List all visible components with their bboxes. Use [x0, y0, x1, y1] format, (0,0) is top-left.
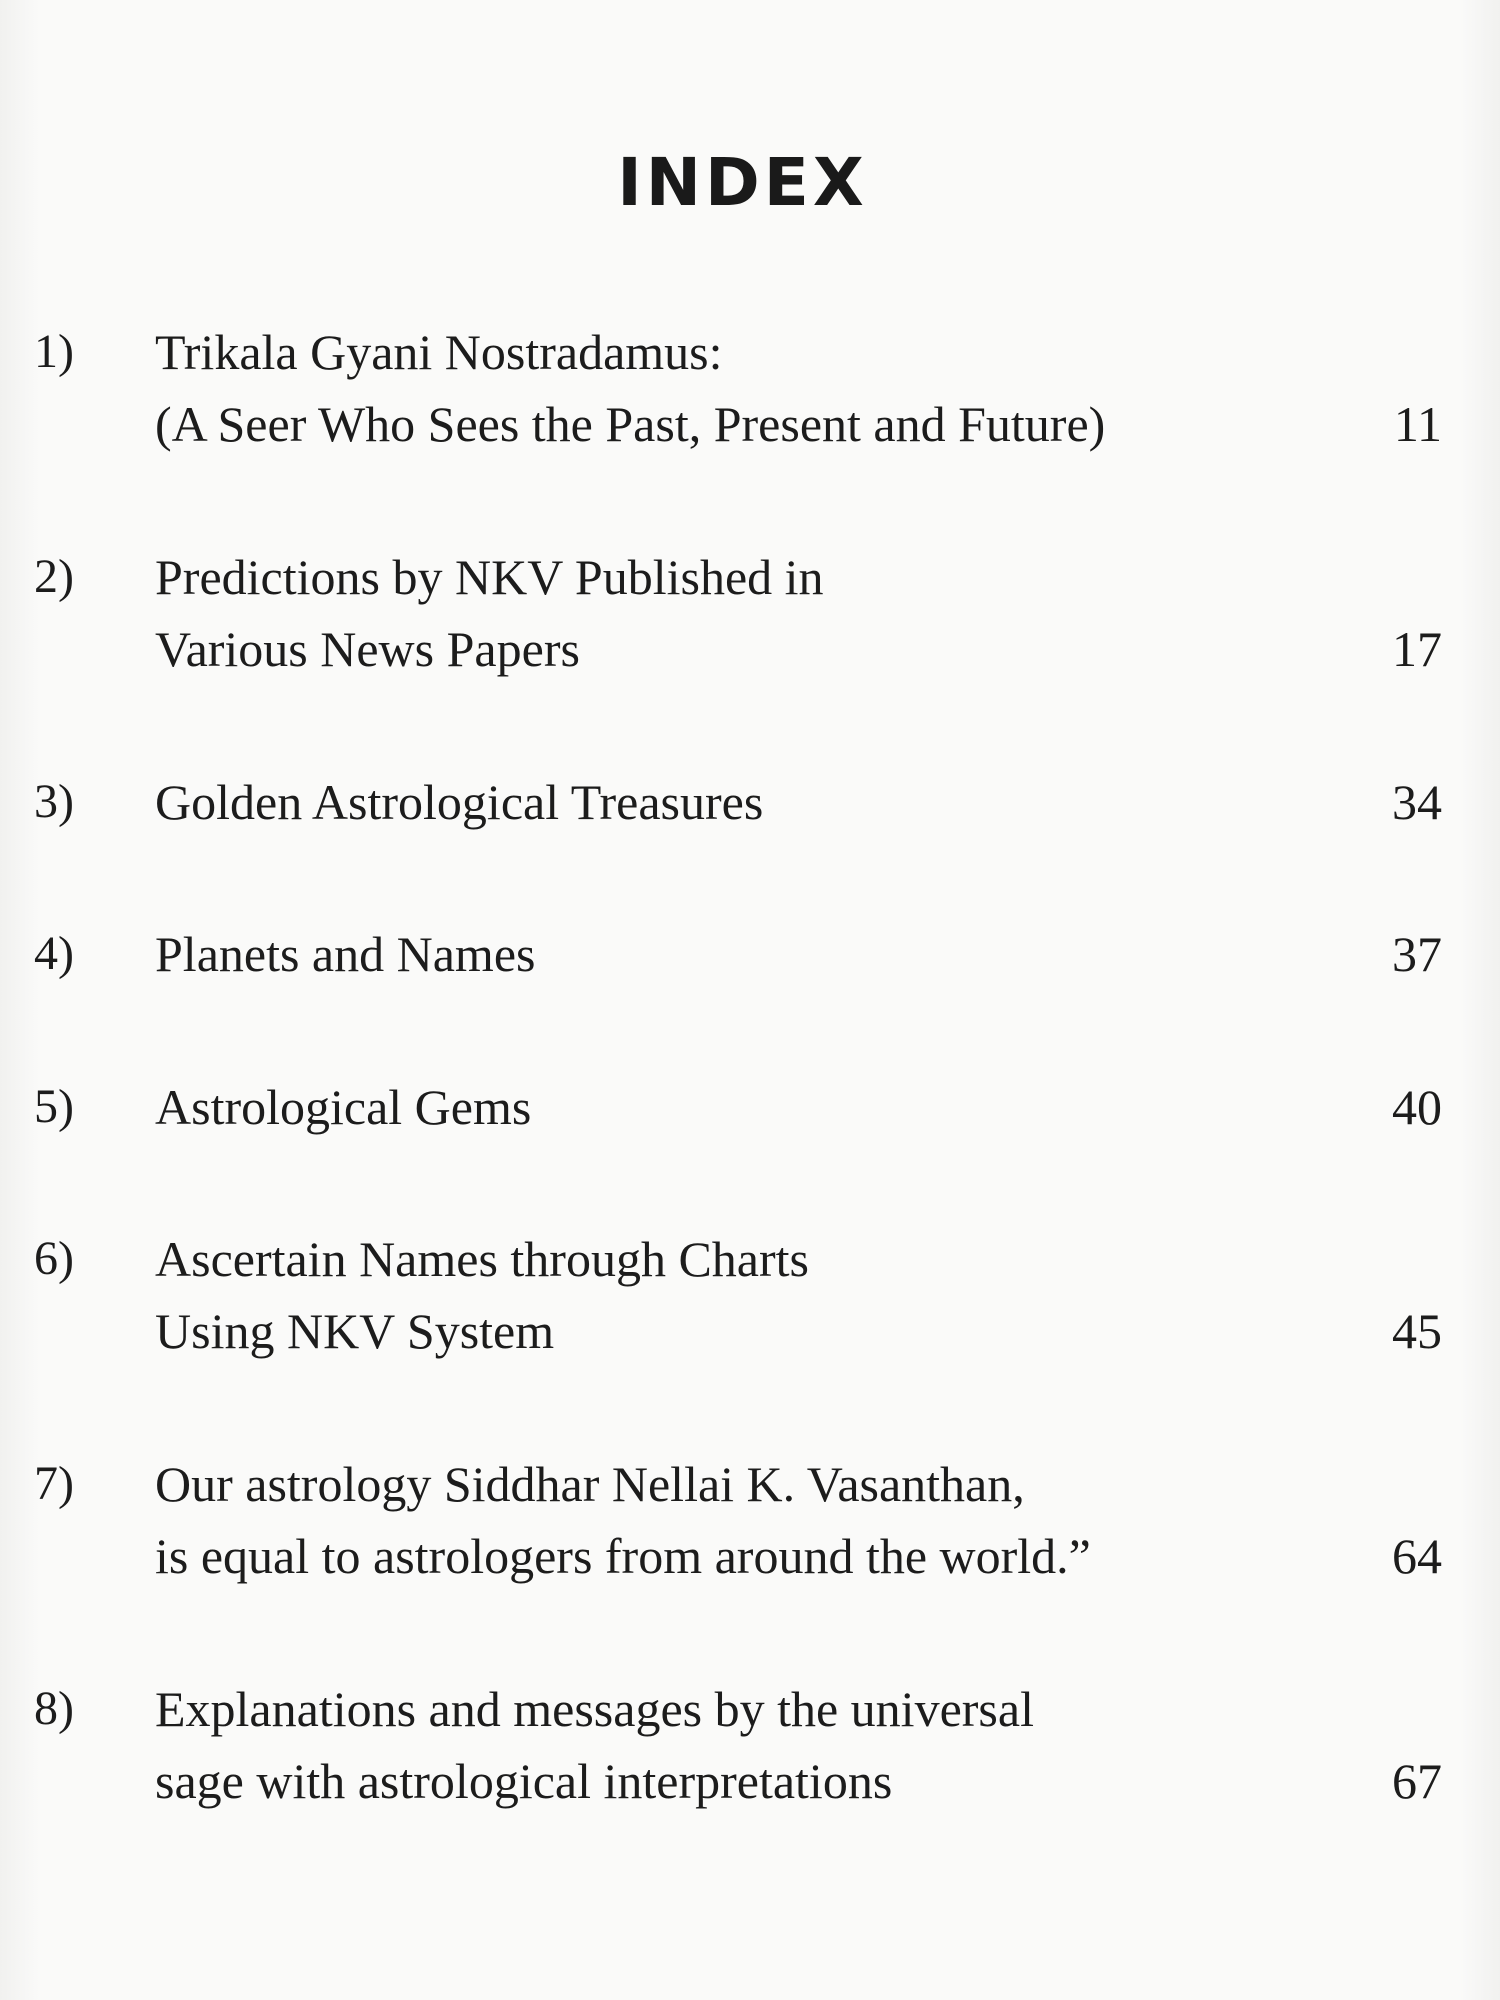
- entry-page-number: 34: [1392, 774, 1442, 830]
- entry-page-number: 37: [1392, 926, 1442, 982]
- entry-title-line-1: Predictions by NKV Published in: [155, 549, 824, 605]
- entry-page-number: 67: [1392, 1753, 1442, 1809]
- entry-title-line-2: Various News Papers: [155, 621, 580, 677]
- entry-title-line-2: Using NKV System: [155, 1303, 555, 1359]
- toc-entry-2: [0, 541, 1500, 691]
- entry-title-line-1: Explanations and messages by the universal: [155, 1681, 1034, 1737]
- toc-entry-3: [0, 766, 1500, 838]
- entry-page-number: 40: [1392, 1079, 1442, 1135]
- entry-title-line-1: Our astrology Siddhar Nellai K. Vasanthan,: [155, 1456, 1025, 1512]
- entry-number: 7): [34, 1457, 74, 1510]
- entry-page-number: 17: [1392, 621, 1442, 677]
- entry-number: 5): [34, 1080, 74, 1133]
- entry-title-line-1: Planets and Names: [155, 926, 536, 982]
- entry-title-line-2: sage with astrological interpretations: [155, 1753, 893, 1809]
- entry-page-number: 11: [1393, 396, 1442, 452]
- entry-page-number: 45: [1392, 1303, 1442, 1359]
- entry-number: 1): [34, 325, 74, 378]
- entry-title-line-1: Trikala Gyani Nostradamus:: [155, 324, 723, 380]
- entry-number: 8): [34, 1682, 74, 1735]
- entry-title-line-1: Golden Astrological Treasures: [155, 774, 764, 830]
- toc-entry-7: [0, 1448, 1500, 1598]
- toc-entry-1: [0, 316, 1500, 466]
- entry-title-line-1: Ascertain Names through Charts: [155, 1231, 810, 1287]
- entry-number: 2): [34, 550, 74, 603]
- entry-title-line-2: (A Seer Who Sees the Past, Present and Future): [155, 396, 1106, 452]
- entry-number: 4): [34, 927, 74, 980]
- toc-entry-8: [0, 1673, 1500, 1823]
- page-title: INDEX: [617, 144, 868, 221]
- entry-title-line-1: Astrological Gems: [155, 1079, 532, 1135]
- entry-title-line-2: is equal to astrologers from around the world.”: [155, 1528, 1091, 1584]
- toc-entry-4: [0, 918, 1500, 990]
- toc-entry-5: [0, 1071, 1500, 1143]
- entry-number: 3): [34, 775, 74, 828]
- entry-number: 6): [34, 1232, 74, 1285]
- entry-page-number: 64: [1392, 1528, 1442, 1584]
- toc-entry-6: [0, 1223, 1500, 1373]
